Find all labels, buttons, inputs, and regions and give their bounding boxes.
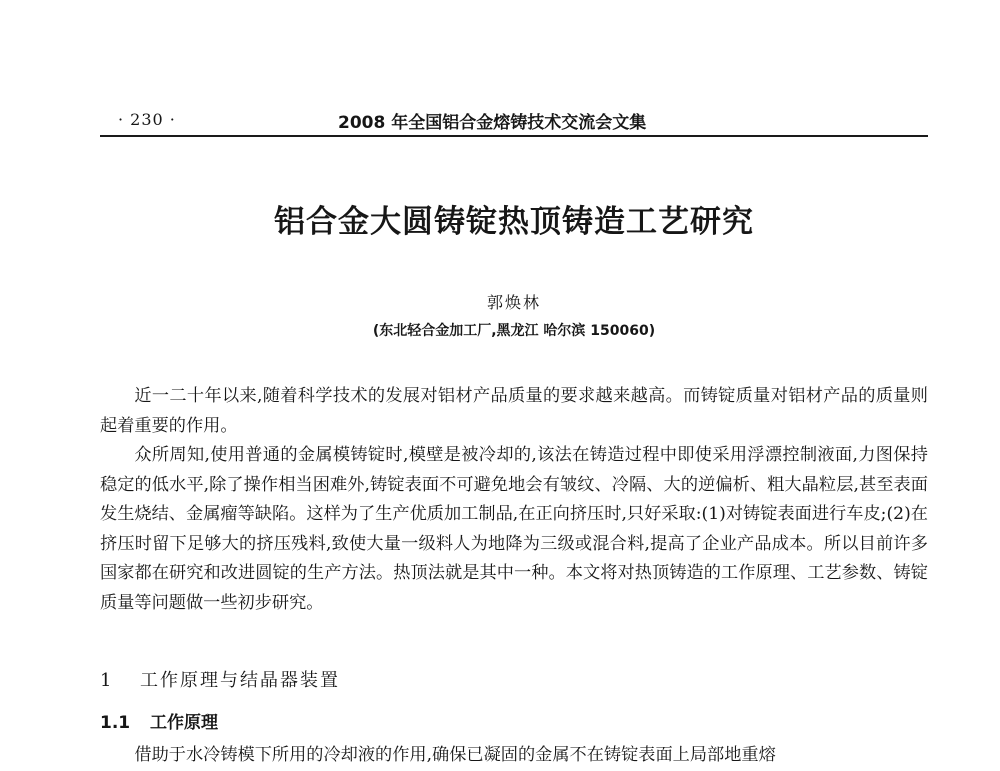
running-head-title: 2008 年全国铝合金熔铸技术交流会文集 [338,113,647,133]
header-rule [100,135,928,137]
page-number: · 230 · [118,110,176,129]
paragraph: 众所周知,使用普通的金属模铸锭时,模壁是被冷却的,该法在铸造过程中即使采用浮漂控制液面,力图保持稳定的低水平,除了操作相当困难外,铸锭表面不可避免地会有皱纹、冷隔、大的逆偏析、粗大晶粒层,甚至表面发生烧结、金属瘤等缺陷。这样为了生产优质加工制品,在正向挤压时,只好采取:(1)对铸锭表面进行车皮;(2)在挤压时留下足够大的挤压残料,致使大量一级料人为地降为三级或混合料,提高了企业产品成本。所以目前许多国家都在研究和改进圆锭的生产方法。热顶法就是其中一种。本文将对热顶铸造的工作原理、工艺参数、铸锭质量等问题做一些初步研究。 [100,445,928,613]
running-header [100,104,928,134]
paragraph: 近一二十年以来,随着科学技术的发展对铝材产品质量的要求越来越高。而铸锭质量对铝材产品的质量则起着重要的作用。 [100,386,928,436]
partial-paragraph-line: 借助于水冷铸模下所用的冷却液的作用,确保已凝固的金属不在铸锭表面上局部地重熔 [134,745,776,765]
author-name: 郭焕林 [486,293,541,312]
section-heading [100,666,928,692]
author-affiliation: (东北轻合金加工厂,黑龙江 哈尔滨 150060) [372,323,656,339]
paper-title: 铝合金大圆铸锭热顶铸造工艺研究 [274,204,754,240]
intro-body [100,382,928,618]
subsection-number: 1.1 [100,713,131,733]
section-title: 工作原理与结晶器装置 [140,670,340,691]
subsection-heading [100,708,928,733]
subsection-title: 工作原理 [150,713,218,733]
section-number: 1 [100,670,114,691]
